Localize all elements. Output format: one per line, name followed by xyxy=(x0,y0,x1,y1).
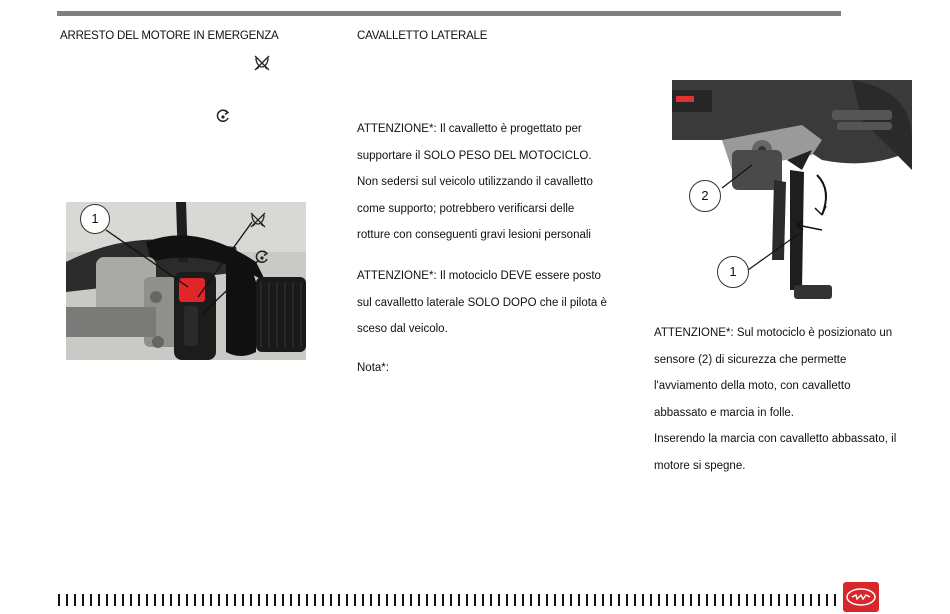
note-label: Nota*: xyxy=(357,362,389,374)
warning-paragraph-2 xyxy=(357,263,627,343)
text-line: ATTENZIONE*: Sul motociclo è posizionato un xyxy=(654,327,893,339)
callout-1-stand: 1 xyxy=(717,256,749,288)
bottom-dashed-rule xyxy=(58,594,840,606)
top-rule xyxy=(57,11,841,16)
callout-1-left: 1 xyxy=(80,204,110,234)
heading-emergency-stop: ARRESTO DEL MOTORE IN EMERGENZA xyxy=(60,30,279,42)
side-stand-warnings xyxy=(357,116,627,343)
engine-start-icon xyxy=(215,108,231,124)
text-line: sensore (2) di sicurezza che permette xyxy=(654,353,847,366)
text-line: ATTENZIONE*: Il motociclo DEVE essere posto xyxy=(357,269,601,282)
swm-logo xyxy=(843,582,879,612)
text-line: motore si spegne. xyxy=(654,459,746,472)
engine-kill-icon xyxy=(253,55,271,71)
engine-kill-icon xyxy=(249,212,267,228)
heading-side-stand: CAVALLETTO LATERALE xyxy=(357,30,488,42)
text-line: abbassato e marcia in folle. xyxy=(654,406,794,419)
text-line: sul cavalletto laterale SOLO DOPO che il pilota è xyxy=(357,296,607,309)
text-line: Inserendo la marcia con cavalletto abbassato, il xyxy=(654,433,897,446)
text-line: supportare il SOLO PESO DEL MOTOCICLO. xyxy=(357,149,592,162)
text-line: sceso dal veicolo. xyxy=(357,323,448,336)
callout-2-sensor: 2 xyxy=(689,180,721,212)
warning-paragraph-1 xyxy=(357,116,627,249)
text-line: rotture con conseguenti gravi lesioni personali xyxy=(357,229,591,242)
text-line: l'avviamento della moto, con cavalletto xyxy=(654,380,851,393)
text-line: come supporto; potrebbero verificarsi delle xyxy=(357,202,575,215)
engine-start-icon xyxy=(254,249,270,265)
sensor-warning xyxy=(654,320,914,480)
text-line: Non sedersi sul veicolo utilizzando il cavalletto xyxy=(357,176,593,189)
text-line: ATTENZIONE*: Il cavalletto è progettato per xyxy=(357,123,582,135)
